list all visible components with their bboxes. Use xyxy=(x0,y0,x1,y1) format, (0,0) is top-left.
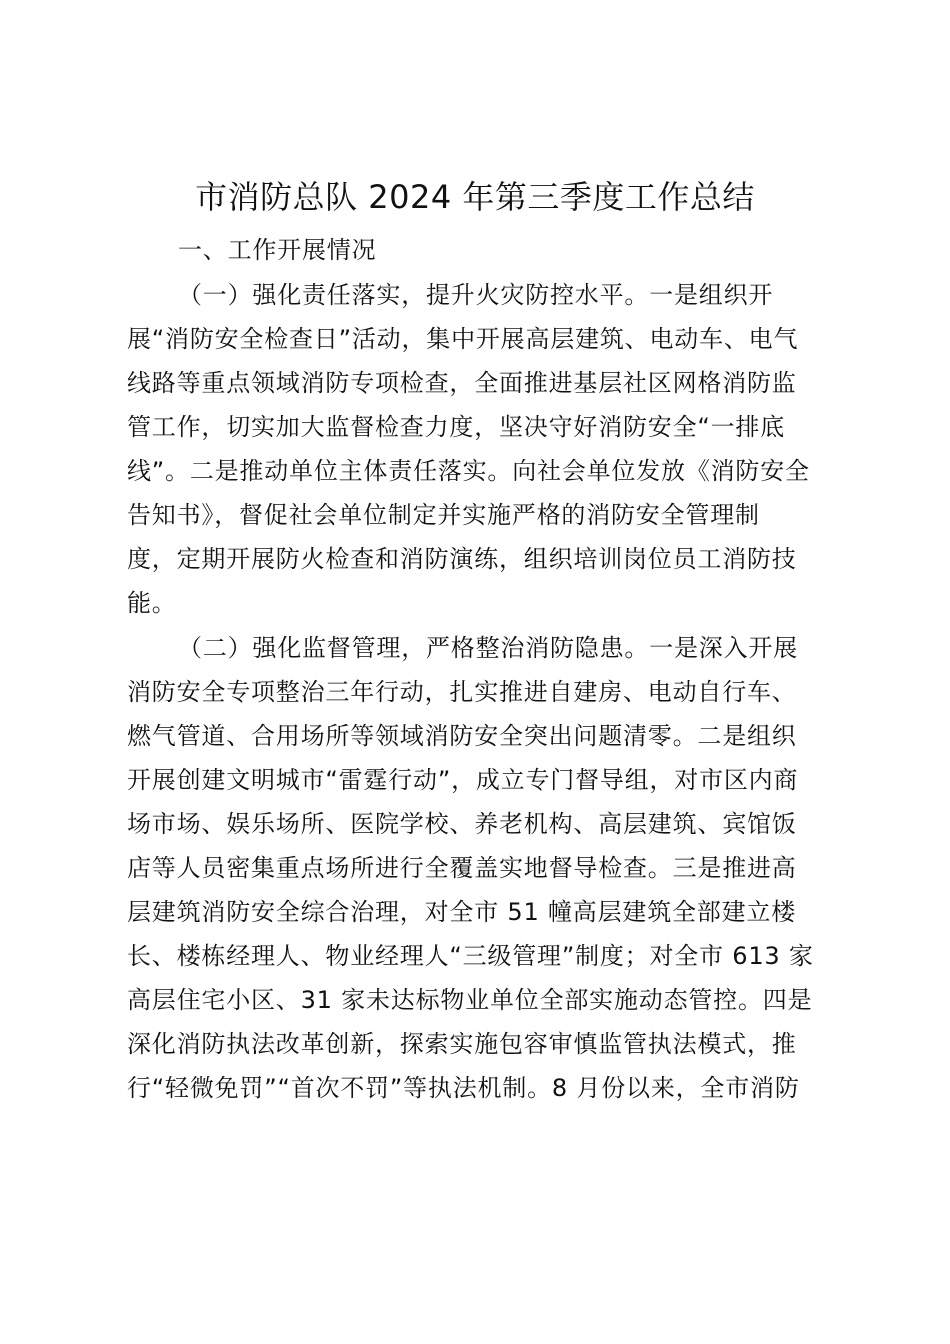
paragraph-2-line-3: 燃气管道、合用场所等领域消防安全突出问题清零。二是组织 xyxy=(127,722,797,750)
paragraph-2-line-11: 行“轻微免罚”“首次不罚”等执法机制。8 月份以来，全市消防 xyxy=(127,1074,800,1102)
paragraph-1-line-4: 管工作，切实加大监督检查力度，坚决守好消防安全“一排底 xyxy=(127,413,786,441)
paragraph-2-line-6: 店等人员密集重点场所进行全覆盖实地督导检查。三是推进高 xyxy=(127,854,797,882)
paragraph-1-line-2: 展“消防安全检查日”活动，集中开展高层建筑、电动车、电气 xyxy=(127,325,799,353)
paragraph-1-line-3: 线路等重点领域消防专项检查，全面推进基层社区网格消防监 xyxy=(127,369,797,397)
paragraph-1-line-8: 能。 xyxy=(127,589,177,617)
paragraph-1-line-1: （一）强化责任落实，提升火灾防控水平。一是组织开 xyxy=(178,281,774,309)
paragraph-2-line-4: 开展创建文明城市“雷霆行动”，成立专门督导组，对市区内商 xyxy=(127,766,799,794)
paragraph-2-line-2: 消防安全专项整治三年行动，扎实推进自建房、电动自行车、 xyxy=(127,678,797,706)
paragraph-2-line-1: （二）强化监督管理，严格整治消防隐患。一是深入开展 xyxy=(178,634,798,662)
document-title: 市消防总队 2024 年第三季度工作总结 xyxy=(195,178,755,216)
paragraph-1-line-7: 度，定期开展防火检查和消防演练，组织培训岗位员工消防技 xyxy=(127,545,797,573)
paragraph-2-line-9: 高层住宅小区、31 家未达标物业单位全部实施动态管控。四是 xyxy=(127,986,813,1014)
section-heading: 一、工作开展情况 xyxy=(178,236,377,264)
paragraph-2-line-10: 深化消防执法改革创新，探索实施包容审慎监管执法模式，推 xyxy=(127,1030,797,1058)
paragraph-1-line-5: 线”。二是推动单位主体责任落实。向社会单位发放《消防安全 xyxy=(127,457,810,485)
paragraph-2-line-7: 层建筑消防安全综合治理，对全市 51 幢高层建筑全部建立楼 xyxy=(127,898,796,926)
paragraph-2-line-8: 长、楼栋经理人、物业经理人“三级管理”制度；对全市 613 家 xyxy=(127,942,814,970)
paragraph-1-line-6: 告知书》，督促社会单位制定并实施严格的消防安全管理制 xyxy=(127,501,760,529)
paragraph-2-line-5: 场市场、娱乐场所、医院学校、养老机构、高层建筑、宾馆饭 xyxy=(127,810,797,838)
